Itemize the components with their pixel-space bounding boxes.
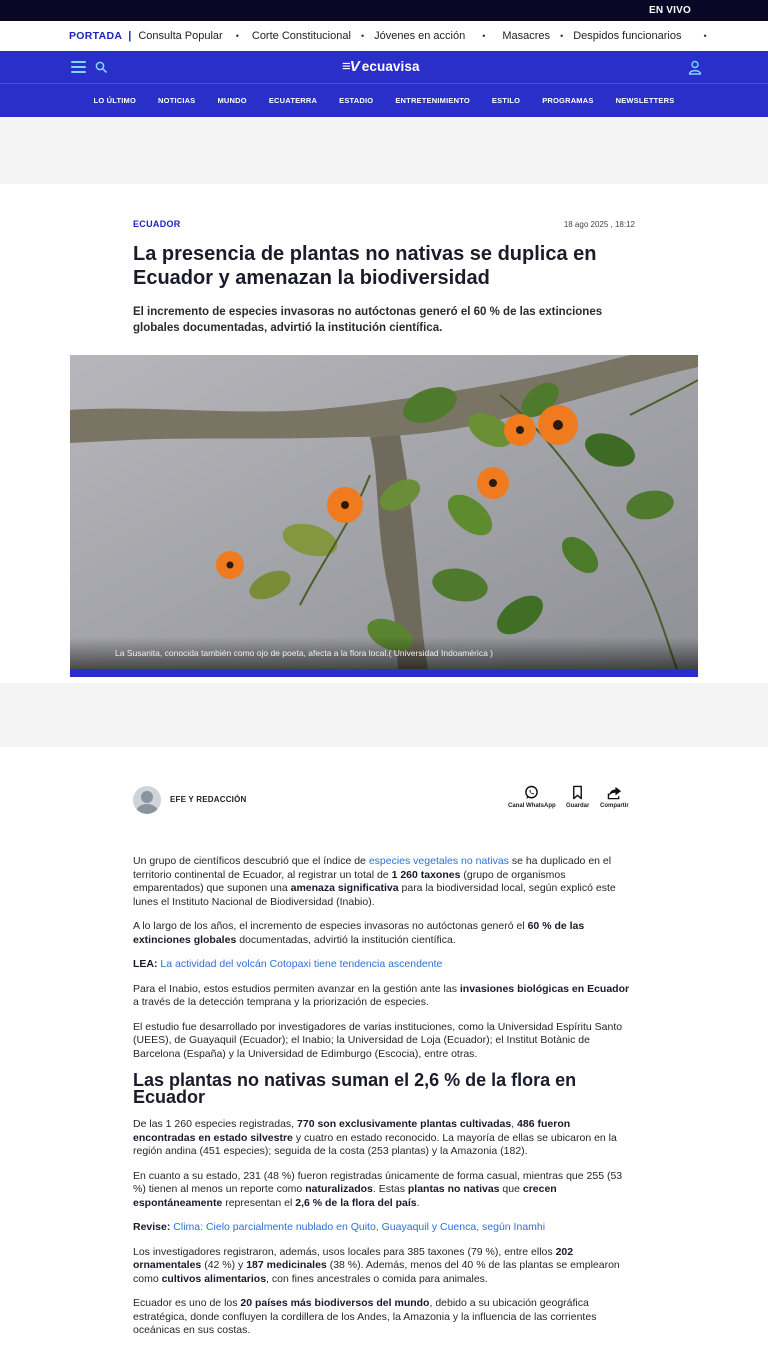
bookmark-icon [570, 785, 585, 800]
paragraph: Los investigadores registraron, además, usos locales para 385 taxones (79 %), entre ellos 202 ornamentales (42 %) y 187 medicinales (38 %). Además, menos del 40 % de las plantas se emplearon como cultivos alimentarios, con fines ancestrales o comida para animales. [133, 1245, 620, 1285]
byline [0, 785, 768, 855]
user-account-icon[interactable] [688, 60, 702, 75]
nav-noticias[interactable]: NOTICIAS [158, 96, 196, 105]
main-nav [0, 84, 768, 117]
lea-label: LEA: [133, 958, 158, 970]
author-name[interactable]: EFE Y REDACCIÓN [170, 795, 247, 804]
topic-dot: • [235, 31, 239, 41]
paragraph: Para el Inabio, estos estudios permiten avanzar en la gestión ante las invasiones biológicas en Ecuador a través de la detección temprana y la priorización de especies. [133, 982, 630, 1008]
image-caption: La Susanita, conocida también como ojo de poeta, afecta a la flora local.( Universidad Indoamérica ) [70, 637, 698, 669]
whatsapp-icon [524, 785, 539, 800]
topic-item[interactable]: Consulta Popular [138, 30, 223, 42]
topic-dot: • [360, 31, 365, 41]
ecuavisa-logo[interactable] [342, 58, 420, 75]
paragraph: Ecuador es uno de los 20 países más biodiversos del mundo, debido a su ubicación geográfica estratégica, donde confluyen la cordillera de los Andes, la Amazonia y la influencia de las corrientes oceánicas en sus costas. [133, 1297, 597, 1336]
nav-estadio[interactable]: ESTADIO [339, 96, 374, 105]
live-link[interactable]: EN VIVO [649, 5, 691, 16]
share-label: Compartir [600, 803, 629, 809]
save-label: Guardar [566, 803, 590, 809]
nav-entretenimiento[interactable]: ENTRETENIMIENTO [395, 96, 470, 105]
nav-estilo[interactable]: ESTILO [491, 96, 521, 105]
paragraph: A lo largo de los años, el incremento de especies invasoras no autóctonas generó el 60 % de las extinciones globales documentadas, advirtió la institución científica. [133, 920, 585, 946]
paragraph: De las 1 260 especies registradas, 770 son exclusivamente plantas cultivadas, 486 fueron encontradas en estado silvestre y cuatro en estado reconocido. La mayoría de ellas se ubicaron en la región andina (451 especies); seguida de la costa (253 plantas) y la Amazonia (182). [133, 1118, 617, 1157]
nav-newsletters[interactable]: NEWSLETTERS [615, 96, 675, 105]
whatsapp-label: Canal WhatsApp [508, 803, 556, 809]
topic-item[interactable]: Corte Constitucional [251, 30, 351, 42]
save-button[interactable] [566, 785, 589, 809]
article-body [0, 855, 768, 1338]
topic-separator: | [128, 30, 132, 42]
header [0, 51, 768, 84]
related-article-link[interactable]: La actividad del volcán Cotopaxi tiene tendencia ascendente [160, 958, 443, 970]
paragraph: Un grupo de científicos descubrió que el índice de especies vegetales no nativas se ha duplicado en el territorio continental de Ecuador, al registrar un total de 1 260 taxones (grupo de organismos emparentados) que suponen una amenaza significativa para la biodiversidad local, según explicó este lunes el Instituto Nacional de Biodiversidad (Inabio). [133, 855, 616, 908]
topics-bar [0, 21, 768, 51]
publish-date: 18 ago 2025 , 18:12 [563, 219, 635, 229]
topic-dot: • [482, 31, 486, 41]
section-label[interactable]: ECUADOR [133, 219, 181, 229]
paragraph: El estudio fue desarrollado por investigadores de varias instituciones, como la Universidad Espíritu Santo (UEES), de Guayaquil (Ecuador); el Inabio; la Universidad de Loja (Ecuador); el Institut Botànic de Barcelona (España) y la Universidad de Edimburgo (Escocia), entre otras. [133, 1020, 623, 1060]
topic-home[interactable]: PORTADA [69, 30, 123, 42]
author-avatar [133, 786, 161, 814]
flower-photo [70, 355, 698, 677]
nav-ecuaterra[interactable]: ECUATERRA [268, 96, 318, 105]
topic-item[interactable]: Jóvenes en acción [374, 30, 466, 42]
revise-label: Revise: [133, 1221, 171, 1233]
topic-item[interactable]: Despidos funcionarios [573, 30, 682, 42]
ad-banner [0, 117, 768, 184]
hamburger-menu-icon[interactable] [71, 61, 86, 73]
related-link-lea [133, 958, 635, 972]
article-headline: La presencia de plantas no nativas se duplica en Ecuador y amenazan la biodiversidad [133, 243, 597, 289]
topic-item[interactable]: Masacres [502, 30, 551, 42]
related-link-revise [133, 1221, 635, 1235]
section-subheading: Las plantas no nativas suman el 2,6 % de la flora en Ecuador [133, 1070, 577, 1107]
hero-image [70, 355, 698, 677]
caption-accent-bar [70, 669, 698, 677]
related-article-link[interactable]: Clima: Cielo parcialmente nublado en Quito, Guayaquil y Cuenca, según Inamhi [173, 1221, 546, 1233]
whatsapp-channel-button[interactable] [508, 785, 556, 809]
inline-link[interactable]: especies vegetales no nativas [368, 855, 509, 867]
logo-mark: ≡V [342, 58, 359, 75]
nav-mundo[interactable]: MUNDO [217, 96, 247, 105]
live-bar [0, 0, 768, 21]
article-summary: El incremento de especies invasoras no autóctonas generó el 60 % de las extinciones globales documentadas, advirtió la institución científica. [133, 306, 603, 334]
share-arrow-icon [607, 785, 622, 800]
nav-programas[interactable]: PROGRAMAS [542, 96, 594, 105]
logo-wordmark: ecuavisa [361, 59, 420, 74]
share-button[interactable] [600, 785, 629, 809]
article-header [0, 219, 768, 336]
search-icon[interactable] [95, 61, 107, 73]
nav-lo-ultimo[interactable]: LO ÚLTIMO [93, 96, 137, 105]
paragraph: En cuanto a su estado, 231 (48 %) fueron registradas únicamente de forma casual, mientras que 255 (53 %) tienen al menos un reporte como naturalizados. Estas plantas no nativas que crecen espontáneamente representan el 2,6 % de la flora del país. [133, 1169, 623, 1209]
topic-dot: • [703, 31, 707, 41]
ad-banner-2 [0, 683, 768, 747]
topic-dot: • [560, 31, 564, 41]
